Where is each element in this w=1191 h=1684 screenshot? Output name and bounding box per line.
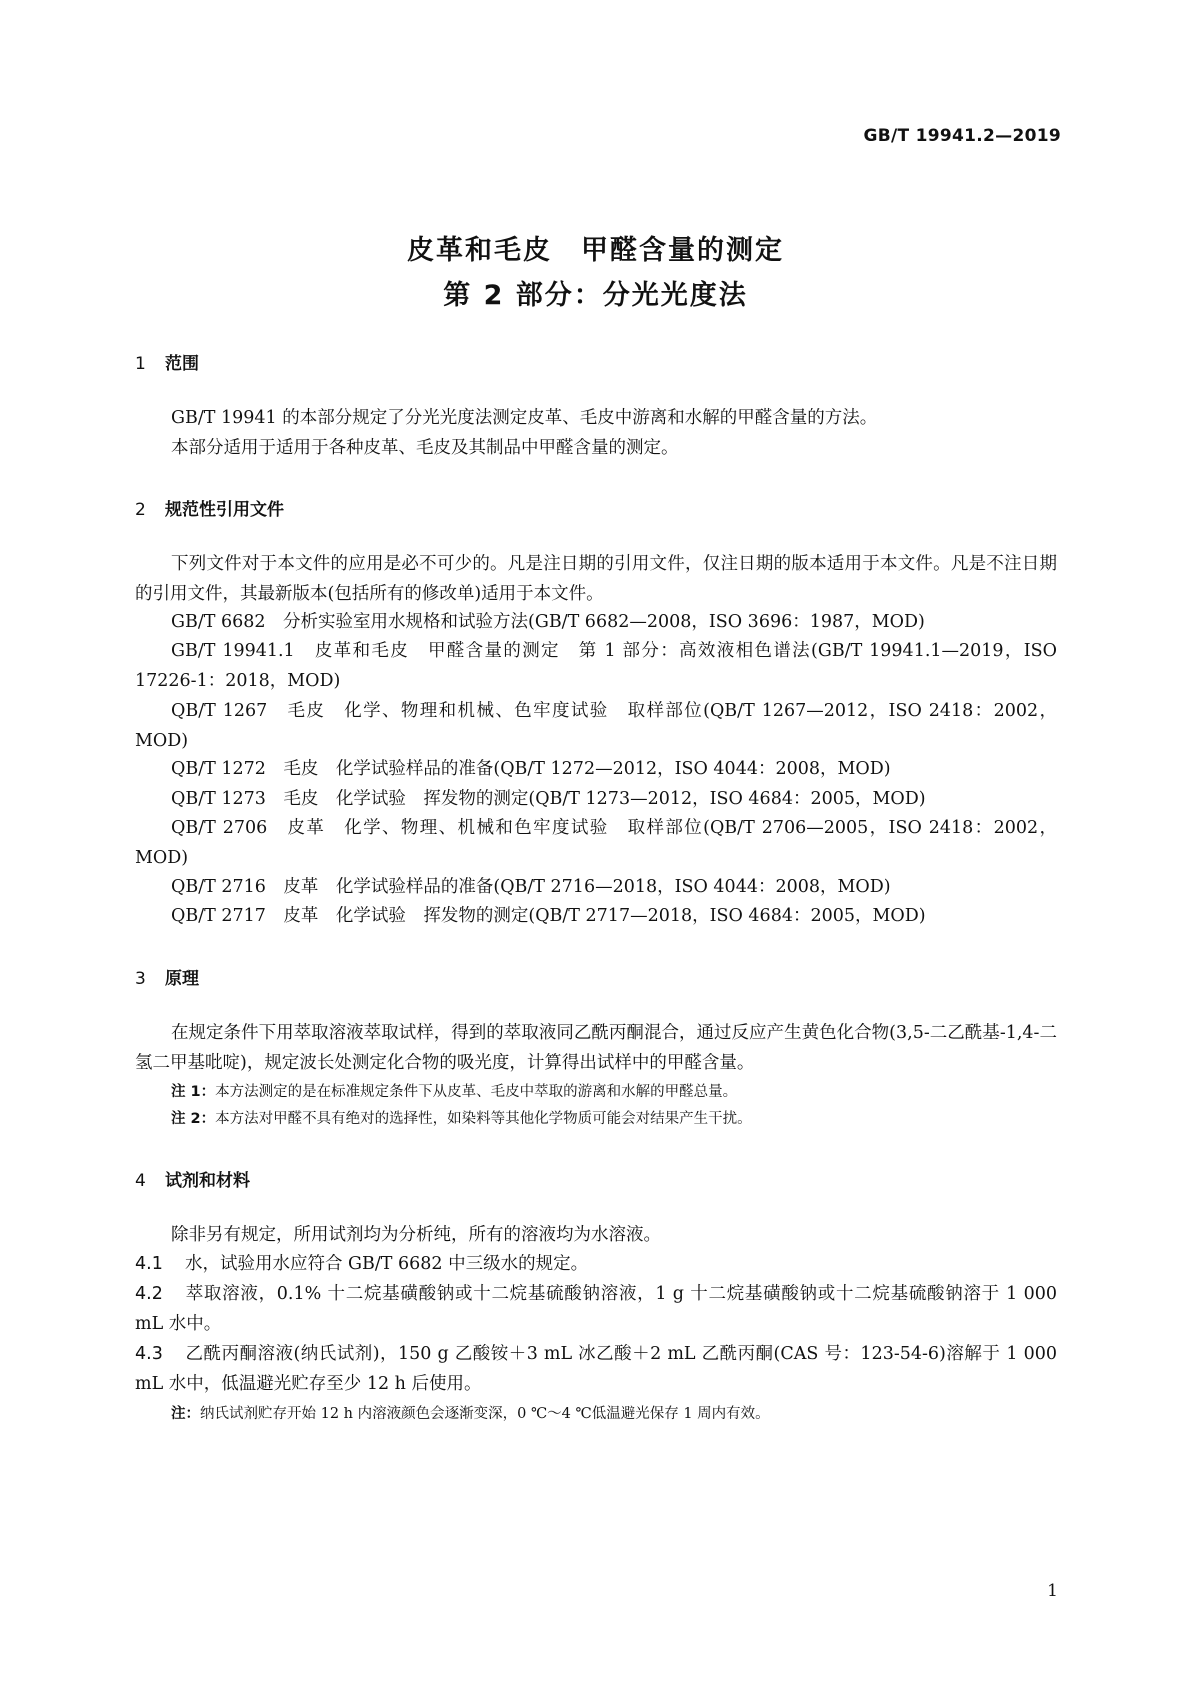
section-number: 3 [135,969,146,989]
clause-4-1 [135,1249,1057,1279]
note-text: 本方法测定的是在标准规定条件下从皮革、毛皮中萃取的游离和水解的甲醛总量。 [215,1084,738,1100]
document-title: 皮革和毛皮 甲醛含量的测定 [407,235,784,266]
paragraph: GB/T 19941 的本部分规定了分光光度法测定皮革、毛皮中游离和水解的甲醛含量的方法。 [171,408,878,428]
section-1-heading [135,349,199,374]
paragraph: 除非另有规定，所用试剂均为分析纯，所有的溶液均为水溶液。 [171,1225,661,1245]
clause-text: 水，试验用水应符合 GB/T 6682 中三级水的规定。 [185,1254,589,1274]
note [171,1402,1057,1426]
clause-number: 4.3 [135,1344,163,1364]
section-title: 原理 [165,969,199,989]
standard-number: GB/T 19941.2—2019 [863,126,1061,146]
document-subtitle: 第 2 部分：分光光度法 [443,280,748,311]
paragraph: 下列文件对于本文件的应用是必不可少的。凡是注日期的引用文件，仅注日期的版本适用于本文件。凡是不注日期的引用文件，其最新版本(包括所有的修改单)适用于本文件。 [135,554,1057,604]
paragraph: 在规定条件下用萃取溶液萃取试样，得到的萃取液同乙酰丙酮混合，通过反应产生黄色化合物(3,5-二乙酰基-1,4-二氢二甲基吡啶)，规定波长处测定化合物的吸光度，计算得出试样中的甲醛含量。 [135,1023,1057,1073]
section-title: 试剂和材料 [165,1171,250,1191]
reference-item: QB/T 1267 毛皮 化学、物理和机械、色牢度试验 取样部位(QB/T 1267—2012，ISO 2418：2002，MOD) [135,701,1057,751]
reference-item: QB/T 1273 毛皮 化学试验 挥发物的测定(QB/T 1273—2012，ISO 4684：2005，MOD) [171,789,926,809]
page-number: 1 [1047,1581,1058,1601]
section-number: 2 [135,500,146,520]
section-title: 范围 [165,354,199,374]
section-number: 4 [135,1171,146,1191]
clause-number: 4.1 [135,1254,163,1274]
reference-item: QB/T 2706 皮革 化学、物理、机械和色牢度试验 取样部位(QB/T 2706—2005，ISO 2418：2002，MOD) [135,818,1057,868]
clause-number: 4.2 [135,1284,163,1304]
note [171,1107,1057,1131]
section-3-heading [135,964,199,989]
note-label: 注 1： [171,1084,216,1100]
section-number: 1 [135,354,146,374]
paragraph: 本部分适用于适用于各种皮革、毛皮及其制品中甲醛含量的测定。 [171,438,679,458]
reference-item: QB/T 2717 皮革 化学试验 挥发物的测定(QB/T 2717—2018，ISO 4684：2005，MOD) [171,906,926,926]
reference-item: QB/T 1272 毛皮 化学试验样品的准备(QB/T 1272—2012，ISO 4044：2008，MOD) [171,759,891,779]
note-label: 注： [171,1406,200,1422]
reference-item: QB/T 2716 皮革 化学试验样品的准备(QB/T 2716—2018，ISO 4044：2008，MOD) [171,877,891,897]
clause-4-2 [135,1279,1057,1339]
note-text: 本方法对甲醛不具有绝对的选择性，如染料等其他化学物质可能会对结果产生干扰。 [215,1111,752,1127]
reference-item: GB/T 6682 分析实验室用水规格和试验方法(GB/T 6682—2008，ISO 3696：1987，MOD) [171,612,925,632]
clause-text: 乙酰丙酮溶液(纳氏试剂)，150 g 乙酸铵＋3 mL 冰乙酸＋2 mL 乙酰丙酮(CAS 号：123-54-6)溶解于 1 000 mL 水中，低温避光贮存至少 12 h 后使用。 [135,1344,1057,1394]
section-2-heading [135,495,284,520]
section-title: 规范性引用文件 [165,500,284,520]
reference-item: GB/T 19941.1 皮革和毛皮 甲醛含量的测定 第 1 部分：高效液相色谱法(GB/T 19941.1—2019，ISO 17226-1：2018，MOD) [135,641,1057,691]
clause-text: 萃取溶液，0.1% 十二烷基磺酸钠或十二烷基硫酸钠溶液，1 g 十二烷基磺酸钠或十二烷基硫酸钠溶于 1 000 mL 水中。 [135,1284,1057,1334]
note [171,1080,1057,1104]
note-text: 纳氏试剂贮存开始 12 h 内溶液颜色会逐渐变深，0 ℃～4 ℃低温避光保存 1 周内有效。 [200,1406,770,1422]
clause-4-3 [135,1339,1057,1399]
section-4-heading [135,1166,250,1191]
note-label: 注 2： [171,1111,216,1127]
